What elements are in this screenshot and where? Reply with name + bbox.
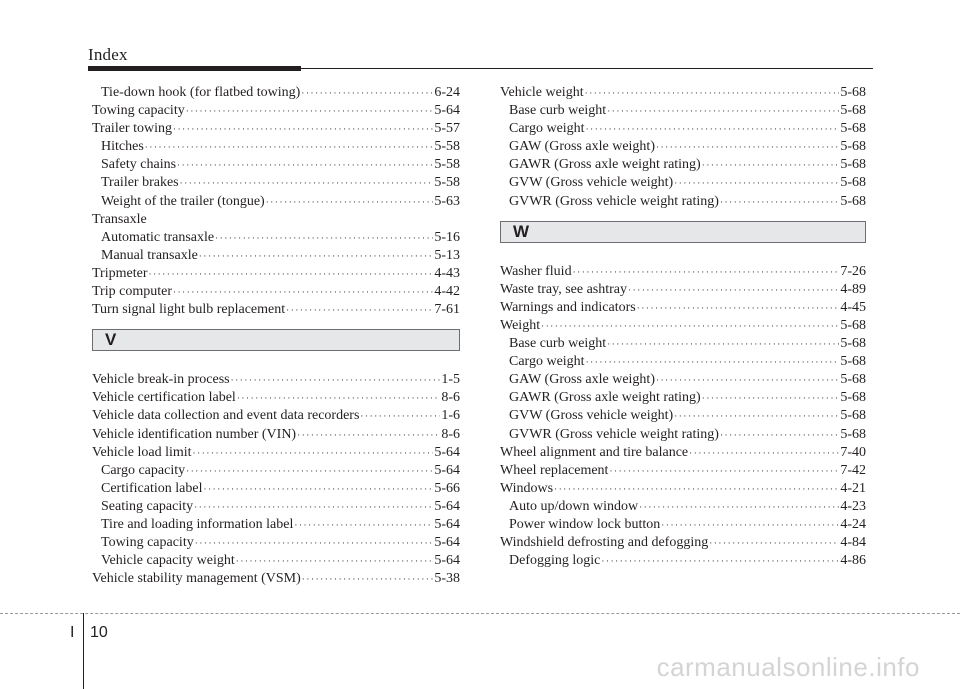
index-entry-text: Towing capacity bbox=[92, 103, 185, 119]
index-entry-page: 5-38 bbox=[434, 571, 460, 587]
index-entry-text: Windshield defrosting and defogging bbox=[500, 535, 709, 551]
index-entry-page: 5-63 bbox=[434, 193, 460, 209]
index-entry-text: Auto up/down window bbox=[509, 498, 639, 514]
index-entry bbox=[92, 265, 460, 283]
index-entry-text: Waste tray, see ashtray bbox=[500, 281, 628, 297]
index-entry bbox=[92, 371, 460, 389]
dot-leader bbox=[656, 371, 839, 389]
dot-leader bbox=[637, 299, 840, 317]
index-entry bbox=[92, 102, 460, 120]
index-entry bbox=[500, 174, 866, 192]
index-entry-text: Certification label bbox=[101, 480, 203, 496]
index-entry-text: Trailer towing bbox=[92, 121, 172, 137]
index-entry-page: 5-68 bbox=[840, 354, 866, 370]
index-entry-page: 5-64 bbox=[434, 444, 460, 460]
section-header-v bbox=[92, 329, 460, 351]
dot-leader bbox=[302, 570, 434, 588]
section-letter-v: V bbox=[105, 330, 117, 350]
index-entry bbox=[92, 426, 460, 444]
index-entry bbox=[92, 407, 460, 425]
index-entry bbox=[92, 301, 460, 319]
index-entry-text: Base curb weight bbox=[509, 103, 607, 119]
index-entry bbox=[92, 444, 460, 462]
index-entry bbox=[500, 426, 866, 444]
header-rule-thick bbox=[88, 66, 301, 71]
index-entry-page: 5-64 bbox=[434, 498, 460, 514]
index-entry-text: Cargo capacity bbox=[101, 462, 186, 478]
dot-leader bbox=[609, 462, 839, 480]
index-entry-page: 5-68 bbox=[840, 408, 866, 424]
dot-leader bbox=[173, 283, 433, 301]
index-entry-page: 7-42 bbox=[840, 462, 866, 478]
index-entry-text: Vehicle data collection and event data recorders bbox=[92, 408, 360, 424]
index-entry-text: Vehicle certification label bbox=[92, 390, 236, 406]
v-entries bbox=[92, 371, 460, 588]
section-header-w bbox=[500, 221, 866, 243]
dot-leader bbox=[709, 534, 839, 552]
dot-leader bbox=[585, 84, 840, 102]
dot-leader bbox=[541, 317, 839, 335]
index-entry bbox=[500, 407, 866, 425]
dot-leader bbox=[586, 120, 840, 138]
dot-leader bbox=[286, 301, 433, 319]
index-entry-page: 5-16 bbox=[434, 229, 460, 245]
index-entry bbox=[500, 353, 866, 371]
dot-leader bbox=[554, 480, 839, 498]
index-entry bbox=[500, 498, 866, 516]
index-entry-page: 5-68 bbox=[840, 85, 866, 100]
index-entry-text: Warnings and indicators bbox=[500, 299, 636, 315]
dot-leader bbox=[237, 389, 441, 407]
dot-leader bbox=[266, 193, 434, 211]
index-entry-page: 1-6 bbox=[441, 408, 460, 424]
index-entry-page: 5-64 bbox=[434, 535, 460, 551]
index-entry bbox=[500, 552, 866, 570]
dot-leader bbox=[573, 263, 840, 281]
index-entry-page: 7-61 bbox=[434, 302, 460, 318]
dot-leader bbox=[702, 389, 840, 407]
index-entry-text: Vehicle break-in process bbox=[92, 372, 230, 388]
right-top-entries bbox=[500, 84, 866, 211]
index-entry-page: 4-43 bbox=[434, 265, 460, 281]
dot-leader bbox=[148, 265, 433, 283]
dot-leader bbox=[639, 498, 839, 516]
index-entry-text: Washer fluid bbox=[500, 263, 572, 279]
dot-leader bbox=[186, 462, 433, 480]
index-entry bbox=[500, 516, 866, 534]
index-entry bbox=[92, 138, 460, 156]
index-entry bbox=[500, 299, 866, 317]
index-entry bbox=[92, 193, 460, 211]
index-entry-page: 4-86 bbox=[840, 553, 866, 569]
index-entry bbox=[500, 317, 866, 335]
index-entry-page: 5-68 bbox=[840, 157, 866, 173]
index-entry-page: 7-40 bbox=[840, 444, 866, 460]
index-entry-page: 4-24 bbox=[840, 516, 866, 532]
index-entry bbox=[500, 193, 866, 211]
index-entry-page: 5-57 bbox=[434, 121, 460, 137]
dot-leader bbox=[689, 444, 839, 462]
index-entry-page: 5-68 bbox=[840, 121, 866, 137]
index-entry-page: 5-68 bbox=[840, 139, 866, 155]
index-entry-page: 4-21 bbox=[840, 480, 866, 496]
index-entry bbox=[92, 174, 460, 192]
index-entry-page: 5-64 bbox=[434, 516, 460, 532]
dot-leader bbox=[674, 407, 839, 425]
left-entries bbox=[92, 84, 460, 319]
index-entry-text: Tripmeter bbox=[92, 265, 148, 281]
dot-leader bbox=[215, 229, 433, 247]
footer-dashed-line bbox=[0, 613, 960, 614]
section-letter-w: W bbox=[513, 221, 530, 241]
index-entry bbox=[500, 263, 866, 281]
index-entry-page: 4-42 bbox=[434, 284, 460, 300]
index-entry-page: 5-66 bbox=[434, 480, 460, 496]
dot-leader bbox=[720, 426, 839, 444]
dot-leader bbox=[193, 444, 434, 462]
index-entry-page: 1-5 bbox=[441, 372, 460, 388]
index-entry-text: Wheel alignment and tire balance bbox=[500, 444, 689, 460]
index-entry bbox=[92, 211, 460, 229]
index-entry bbox=[92, 534, 460, 552]
index-entry-page: 4-84 bbox=[840, 535, 866, 551]
index-entry-text: Wheel replacement bbox=[500, 462, 609, 478]
index-entry bbox=[500, 102, 866, 120]
dot-leader bbox=[236, 552, 434, 570]
dot-leader bbox=[180, 174, 434, 192]
index-entry-text: GAWR (Gross axle weight rating) bbox=[509, 157, 701, 173]
index-entry bbox=[500, 281, 866, 299]
index-entry-text: Turn signal light bulb replacement bbox=[92, 302, 286, 318]
index-entry-page: 5-64 bbox=[434, 103, 460, 119]
dot-leader bbox=[145, 138, 434, 156]
index-entry-page: 7-26 bbox=[840, 263, 866, 279]
dot-leader bbox=[628, 281, 839, 299]
index-entry-text: GVWR (Gross vehicle weight rating) bbox=[509, 426, 719, 442]
dot-leader bbox=[177, 156, 433, 174]
dot-leader bbox=[294, 516, 433, 534]
index-entry-text: Tire and loading information label bbox=[101, 516, 294, 532]
index-entry bbox=[92, 462, 460, 480]
index-entry-text: Transaxle bbox=[92, 211, 147, 227]
index-entry bbox=[92, 120, 460, 138]
index-entry bbox=[92, 84, 460, 102]
dot-leader bbox=[194, 498, 433, 516]
dot-leader bbox=[231, 371, 441, 389]
dot-leader bbox=[607, 102, 839, 120]
index-entry bbox=[92, 570, 460, 588]
dot-leader bbox=[586, 353, 840, 371]
index-entry bbox=[500, 120, 866, 138]
index-entry-page: 5-68 bbox=[840, 372, 866, 388]
dot-leader bbox=[607, 335, 839, 353]
page-header-title: Index bbox=[88, 45, 128, 64]
index-entry-text: Towing capacity bbox=[101, 535, 194, 551]
index-entry-text: Weight of the trailer (tongue) bbox=[101, 193, 265, 209]
dot-leader bbox=[203, 480, 433, 498]
index-column-right bbox=[500, 84, 866, 570]
index-entry-text: Vehicle weight bbox=[500, 85, 584, 100]
index-entry-text: GVW (Gross vehicle weight) bbox=[509, 408, 674, 424]
index-entry bbox=[92, 516, 460, 534]
index-entry-page: 4-45 bbox=[840, 299, 866, 315]
index-entry-text: Vehicle identification number (VIN) bbox=[92, 426, 297, 442]
footer-vertical-line bbox=[83, 613, 84, 689]
index-entry bbox=[92, 283, 460, 301]
dot-leader bbox=[720, 193, 839, 211]
index-entry-text: Manual transaxle bbox=[101, 247, 198, 263]
index-entry bbox=[500, 444, 866, 462]
dot-leader bbox=[199, 247, 434, 265]
dot-leader bbox=[601, 552, 839, 570]
index-entry-text: GAWR (Gross axle weight rating) bbox=[509, 390, 701, 406]
index-entry-page: 5-68 bbox=[840, 426, 866, 442]
index-entry-text: GVWR (Gross vehicle weight rating) bbox=[509, 193, 719, 209]
index-entry-text: GVW (Gross vehicle weight) bbox=[509, 175, 674, 191]
index-entry-page: 4-23 bbox=[840, 498, 866, 514]
dot-leader bbox=[195, 534, 434, 552]
index-entry bbox=[92, 480, 460, 498]
index-entry-page: 5-13 bbox=[434, 247, 460, 263]
dot-leader bbox=[661, 516, 839, 534]
footer-page-number: 10 bbox=[90, 624, 108, 641]
index-entry-page: 4-89 bbox=[840, 281, 866, 297]
index-entry-page: 5-68 bbox=[840, 193, 866, 209]
index-entry-text: Trip computer bbox=[92, 284, 172, 300]
index-entry-text: Vehicle load limit bbox=[92, 444, 192, 460]
index-entry-text: Seating capacity bbox=[101, 498, 194, 514]
dot-leader bbox=[674, 174, 839, 192]
index-entry-text: Windows bbox=[500, 480, 554, 496]
index-entry-text: Power window lock button bbox=[509, 516, 661, 532]
index-entry-text: Tie-down hook (for flatbed towing) bbox=[101, 85, 301, 100]
index-entry bbox=[500, 84, 866, 102]
dot-leader bbox=[297, 426, 440, 444]
index-entry-text: Automatic transaxle bbox=[101, 229, 215, 245]
watermark-text: carmanualsonline.info bbox=[656, 652, 920, 682]
index-entry bbox=[500, 534, 866, 552]
index-entry bbox=[92, 247, 460, 265]
index-entry-page: 5-58 bbox=[434, 139, 460, 155]
index-entry-page: 8-6 bbox=[441, 390, 460, 406]
dot-leader bbox=[173, 120, 433, 138]
index-entry-text: Weight bbox=[500, 317, 541, 333]
index-entry-page: 5-68 bbox=[840, 336, 866, 352]
index-entry bbox=[500, 462, 866, 480]
dot-leader bbox=[702, 156, 840, 174]
index-entry-page: 5-68 bbox=[840, 175, 866, 191]
index-entry bbox=[92, 389, 460, 407]
index-entry-text: Cargo weight bbox=[509, 121, 585, 137]
dot-leader bbox=[301, 84, 433, 102]
dot-leader bbox=[656, 138, 839, 156]
index-entry-text: Safety chains bbox=[101, 157, 177, 173]
index-entry-page: 5-58 bbox=[434, 175, 460, 191]
index-entry-page: 5-68 bbox=[840, 103, 866, 119]
index-entry bbox=[500, 335, 866, 353]
index-entry bbox=[92, 498, 460, 516]
index-entry bbox=[92, 229, 460, 247]
index-entry-text: Defogging logic bbox=[509, 553, 601, 569]
index-entry bbox=[500, 389, 866, 407]
index-entry-text: Vehicle stability management (VSM) bbox=[92, 571, 301, 587]
index-entry bbox=[500, 156, 866, 174]
index-column-left bbox=[92, 84, 460, 588]
footer-section-label: I bbox=[70, 624, 75, 641]
index-entry-text: Base curb weight bbox=[509, 336, 607, 352]
index-entry-page: 8-6 bbox=[441, 426, 460, 442]
index-entry-text: Cargo weight bbox=[509, 354, 585, 370]
header-rule-thin bbox=[301, 68, 873, 69]
index-entry-text: GAW (Gross axle weight) bbox=[509, 139, 655, 155]
w-entries bbox=[500, 263, 866, 571]
index-entry-text: Vehicle capacity weight bbox=[101, 553, 235, 569]
index-entry-text: Trailer brakes bbox=[101, 175, 179, 191]
index-entry-text: GAW (Gross axle weight) bbox=[509, 372, 655, 388]
index-entry-page: 6-24 bbox=[434, 85, 460, 100]
index-entry-text: Hitches bbox=[101, 139, 144, 155]
index-entry bbox=[500, 138, 866, 156]
index-entry-page: 5-58 bbox=[434, 157, 460, 173]
dot-leader bbox=[360, 407, 440, 425]
index-entry-page: 5-68 bbox=[840, 317, 866, 333]
index-entry-page: 5-64 bbox=[434, 462, 460, 478]
dot-leader bbox=[186, 102, 434, 120]
index-entry bbox=[92, 156, 460, 174]
index-entry bbox=[500, 371, 866, 389]
index-entry bbox=[92, 552, 460, 570]
index-entry-page: 5-68 bbox=[840, 390, 866, 406]
index-entry bbox=[500, 480, 866, 498]
index-entry-page: 5-64 bbox=[434, 553, 460, 569]
